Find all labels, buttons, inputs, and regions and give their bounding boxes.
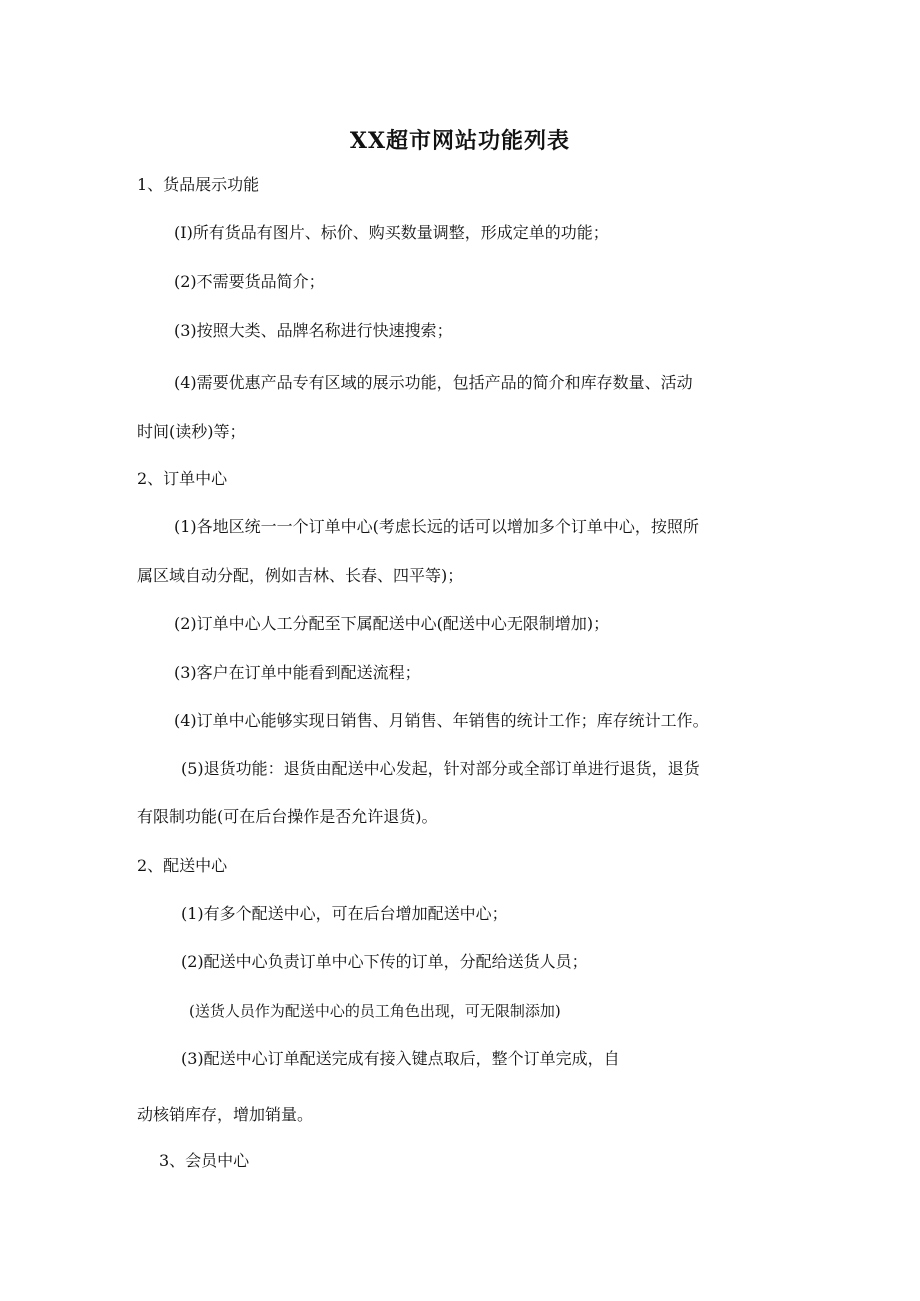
section-heading-goods-display: 1、货品展示功能 xyxy=(137,175,260,194)
paragraph-line: (I)所有货品有图片、标价、购买数量调整，形成定单的功能； xyxy=(174,223,609,242)
section-heading-member-center: 3、会员中心 xyxy=(159,1151,250,1170)
paragraph-line: 属区域自动分配，例如吉林、长春、四平等)； xyxy=(137,566,464,585)
document-title: XX超市网站功能列表 xyxy=(349,128,571,154)
paragraph-line: (5)退货功能：退货由配送中心发起，针对部分或全部订单进行退货，退货 xyxy=(181,759,700,778)
paragraph-line: (1)各地区统一一个订单中心(考虑长远的话可以增加多个订单中心，按照所 xyxy=(174,517,699,536)
paragraph-line: (3)客户在订单中能看到配送流程； xyxy=(174,663,421,682)
paragraph-line: (4)需要优惠产品专有区域的展示功能，包括产品的简介和库存数量、活动 xyxy=(174,373,693,392)
paragraph-note: (送货人员作为配送中心的员工角色出现，可无限制添加) xyxy=(189,1002,561,1020)
paragraph-line: (2)配送中心负责订单中心下传的订单，分配给送货人员； xyxy=(181,952,588,971)
paragraph-line: 有限制功能(可在后台操作是否允许退货)。 xyxy=(137,807,438,826)
paragraph-line: 动核销库存，增加销量。 xyxy=(137,1105,314,1124)
paragraph-line: 时间(读秒)等； xyxy=(137,422,246,441)
paragraph-line: (2)订单中心人工分配至下属配送中心(配送中心无限制增加)； xyxy=(174,614,610,633)
paragraph-line: (1)有多个配送中心，可在后台增加配送中心； xyxy=(181,904,508,923)
paragraph-line: (4)订单中心能够实现日销售、月销售、年销售的统计工作；库存统计工作。 xyxy=(174,711,709,730)
section-heading-delivery-center: 2、配送中心 xyxy=(137,856,228,875)
paragraph-line: (3)按照大类、品牌名称进行快速搜索； xyxy=(174,321,453,340)
section-heading-order-center: 2、订单中心 xyxy=(137,469,228,488)
paragraph-line: (2)不需要货品简介； xyxy=(174,272,325,291)
paragraph-line: (3)配送中心订单配送完成有接入键点取后，整个订单完成，自 xyxy=(181,1049,620,1068)
